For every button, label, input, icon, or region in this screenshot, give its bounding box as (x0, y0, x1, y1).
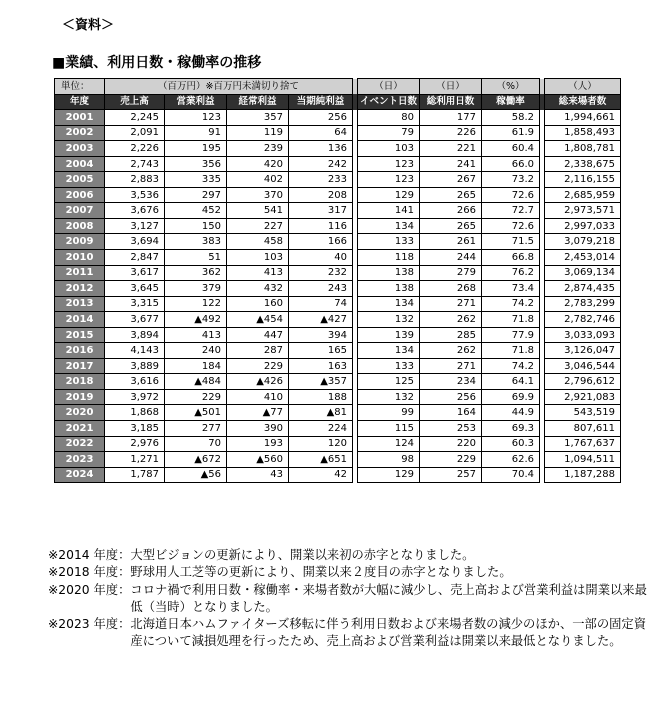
event-days-cell: 141 (358, 203, 420, 219)
event-days-cell: 133 (358, 234, 420, 250)
year-cell: 2013 (55, 296, 105, 312)
footnote-year: ※2018 年度： (48, 565, 131, 580)
visitors-cell: 2,997,033 (545, 218, 621, 234)
visitors-cell: 2,338,675 (545, 156, 621, 172)
unit-row (55, 79, 621, 95)
event-days-cell: 103 (358, 141, 420, 157)
visitors-cell: 3,126,047 (545, 343, 621, 359)
net-profit-cell: 243 (289, 281, 353, 297)
ordinary-profit-cell: 410 (227, 389, 289, 405)
sales-cell: 3,127 (105, 218, 165, 234)
sales-cell: 2,847 (105, 250, 165, 266)
net-profit-cell: ▲427 (289, 312, 353, 328)
table-row (55, 389, 621, 405)
sales-cell: 2,226 (105, 141, 165, 157)
total-days-cell: 220 (420, 436, 482, 452)
footnote-year: ※2020 年度： (48, 582, 131, 597)
ordinary-profit-cell: 413 (227, 265, 289, 281)
visitors-cell: 1,187,288 (545, 467, 621, 483)
sales-cell: 2,883 (105, 172, 165, 188)
ordinary-profit-cell: 193 (227, 436, 289, 452)
year-cell: 2012 (55, 281, 105, 297)
sales-cell: 3,616 (105, 374, 165, 390)
col-header-ordinary-profit: 経常利益 (227, 94, 289, 110)
utilization-cell: 72.6 (482, 218, 540, 234)
ordinary-profit-cell: 541 (227, 203, 289, 219)
unit-label: 単位： (55, 79, 105, 95)
col-header-sales: 売上高 (105, 94, 165, 110)
utilization-cell: 77.9 (482, 327, 540, 343)
utilization-cell: 61.9 (482, 125, 540, 141)
event-days-cell: 98 (358, 452, 420, 468)
utilization-cell: 73.4 (482, 281, 540, 297)
event-days-cell: 138 (358, 265, 420, 281)
year-cell: 2023 (55, 452, 105, 468)
utilization-cell: 73.2 (482, 172, 540, 188)
footnote-text: 大型ビジョンの更新により、開業以来初の赤字となりました。 (130, 548, 475, 562)
total-days-cell: 265 (420, 218, 482, 234)
event-days-cell: 133 (358, 358, 420, 374)
footnote (48, 582, 648, 617)
visitors-cell: 2,796,612 (545, 374, 621, 390)
operating-profit-cell: ▲56 (165, 467, 227, 483)
utilization-cell: 74.2 (482, 358, 540, 374)
operating-profit-cell: 379 (165, 281, 227, 297)
year-cell: 2005 (55, 172, 105, 188)
total-days-cell: 262 (420, 312, 482, 328)
ordinary-profit-cell: ▲426 (227, 374, 289, 390)
year-cell: 2002 (55, 125, 105, 141)
table-row (55, 421, 621, 437)
sales-cell: 4,143 (105, 343, 165, 359)
year-cell: 2001 (55, 110, 105, 126)
sales-cell: 3,889 (105, 358, 165, 374)
visitors-cell: 2,783,299 (545, 296, 621, 312)
utilization-cell: 72.7 (482, 203, 540, 219)
event-days-cell: 132 (358, 389, 420, 405)
utilization-cell: 71.8 (482, 312, 540, 328)
total-days-cell: 164 (420, 405, 482, 421)
visitors-cell: 543,519 (545, 405, 621, 421)
utilization-cell: 71.8 (482, 343, 540, 359)
ordinary-profit-cell: 370 (227, 187, 289, 203)
total-days-cell: 253 (420, 421, 482, 437)
table-row (55, 141, 621, 157)
sales-cell: 3,676 (105, 203, 165, 219)
total-days-cell: 241 (420, 156, 482, 172)
ordinary-profit-cell: 287 (227, 343, 289, 359)
net-profit-cell: 256 (289, 110, 353, 126)
operating-profit-cell: 413 (165, 327, 227, 343)
year-cell: 2015 (55, 327, 105, 343)
operating-profit-cell: 122 (165, 296, 227, 312)
sales-cell: 3,645 (105, 281, 165, 297)
event-days-cell: 134 (358, 296, 420, 312)
table-row (55, 265, 621, 281)
operating-profit-cell: 51 (165, 250, 227, 266)
ordinary-profit-cell: 447 (227, 327, 289, 343)
total-days-cell: 265 (420, 187, 482, 203)
visitors-cell: 2,453,014 (545, 250, 621, 266)
ordinary-profit-cell: 103 (227, 250, 289, 266)
table-row (55, 452, 621, 468)
utilization-cell: 58.2 (482, 110, 540, 126)
event-days-cell: 129 (358, 467, 420, 483)
event-days-cell: 132 (358, 312, 420, 328)
operating-profit-cell: ▲501 (165, 405, 227, 421)
utilization-cell: 66.0 (482, 156, 540, 172)
year-cell: 2020 (55, 405, 105, 421)
ordinary-profit-cell: 432 (227, 281, 289, 297)
net-profit-cell: 165 (289, 343, 353, 359)
total-days-cell: 267 (420, 172, 482, 188)
table-row (55, 281, 621, 297)
ordinary-profit-cell: 227 (227, 218, 289, 234)
unit-money: （百万円）※百万円未満切り捨て (105, 79, 353, 95)
utilization-cell: 44.9 (482, 405, 540, 421)
ordinary-profit-cell: 390 (227, 421, 289, 437)
visitors-cell: 2,782,746 (545, 312, 621, 328)
event-days-cell: 134 (358, 343, 420, 359)
total-days-cell: 256 (420, 389, 482, 405)
year-cell: 2004 (55, 156, 105, 172)
operating-profit-cell: 383 (165, 234, 227, 250)
utilization-cell: 62.6 (482, 452, 540, 468)
year-cell: 2006 (55, 187, 105, 203)
year-cell: 2011 (55, 265, 105, 281)
ordinary-profit-cell: ▲454 (227, 312, 289, 328)
visitors-cell: 3,079,218 (545, 234, 621, 250)
unit-days-total: （日） (420, 79, 482, 95)
year-cell: 2024 (55, 467, 105, 483)
visitors-cell: 3,069,134 (545, 265, 621, 281)
net-profit-cell: 233 (289, 172, 353, 188)
performance-table (54, 78, 621, 483)
year-cell: 2003 (55, 141, 105, 157)
col-header-year: 年度 (55, 94, 105, 110)
col-header-visitors: 総来場者数 (545, 94, 621, 110)
footnote-text: 北海道日本ハムファイターズ移転に伴う利用日数および来場者数の減少のほか、一部の固定資産について減損処理を行ったため、売上高および営業利益は開業以来最低となりました。 (130, 617, 647, 649)
visitors-cell: 1,858,493 (545, 125, 621, 141)
event-days-cell: 124 (358, 436, 420, 452)
year-cell: 2016 (55, 343, 105, 359)
ordinary-profit-cell: 402 (227, 172, 289, 188)
table-row (55, 250, 621, 266)
unit-percent: （%） (482, 79, 540, 95)
footnote (48, 564, 648, 581)
table-row (55, 405, 621, 421)
table-row (55, 125, 621, 141)
net-profit-cell: 42 (289, 467, 353, 483)
sales-cell: 3,185 (105, 421, 165, 437)
utilization-cell: 69.9 (482, 389, 540, 405)
ordinary-profit-cell: 458 (227, 234, 289, 250)
net-profit-cell: 40 (289, 250, 353, 266)
operating-profit-cell: 452 (165, 203, 227, 219)
table-row (55, 343, 621, 359)
sales-cell: 2,743 (105, 156, 165, 172)
net-profit-cell: 208 (289, 187, 353, 203)
visitors-cell: 807,611 (545, 421, 621, 437)
sales-cell: 3,617 (105, 265, 165, 281)
net-profit-cell: 188 (289, 389, 353, 405)
total-days-cell: 177 (420, 110, 482, 126)
utilization-cell: 72.6 (482, 187, 540, 203)
sales-cell: 3,677 (105, 312, 165, 328)
table-row (55, 110, 621, 126)
sales-cell: 3,894 (105, 327, 165, 343)
operating-profit-cell: 240 (165, 343, 227, 359)
ordinary-profit-cell: 43 (227, 467, 289, 483)
year-cell: 2009 (55, 234, 105, 250)
net-profit-cell: 317 (289, 203, 353, 219)
operating-profit-cell: 70 (165, 436, 227, 452)
sales-cell: 2,091 (105, 125, 165, 141)
net-profit-cell: ▲651 (289, 452, 353, 468)
unit-days-event: （日） (358, 79, 420, 95)
operating-profit-cell: 91 (165, 125, 227, 141)
col-header-utilization: 稼働率 (482, 94, 540, 110)
visitors-cell: 2,973,571 (545, 203, 621, 219)
ordinary-profit-cell: 357 (227, 110, 289, 126)
table-row (55, 296, 621, 312)
section-label: ＜資料＞ (62, 18, 115, 33)
table-row (55, 218, 621, 234)
operating-profit-cell: 356 (165, 156, 227, 172)
utilization-cell: 70.4 (482, 467, 540, 483)
sales-cell: 3,694 (105, 234, 165, 250)
net-profit-cell: 166 (289, 234, 353, 250)
operating-profit-cell: 335 (165, 172, 227, 188)
table-row (55, 358, 621, 374)
year-cell: 2021 (55, 421, 105, 437)
operating-profit-cell: 297 (165, 187, 227, 203)
total-days-cell: 271 (420, 358, 482, 374)
sales-cell: 3,536 (105, 187, 165, 203)
sales-cell: 3,315 (105, 296, 165, 312)
table-row (55, 436, 621, 452)
net-profit-cell: 64 (289, 125, 353, 141)
event-days-cell: 129 (358, 187, 420, 203)
operating-profit-cell: 229 (165, 389, 227, 405)
visitors-cell: 2,874,435 (545, 281, 621, 297)
net-profit-cell: 163 (289, 358, 353, 374)
utilization-cell: 69.3 (482, 421, 540, 437)
operating-profit-cell: 184 (165, 358, 227, 374)
operating-profit-cell: 362 (165, 265, 227, 281)
footnotes (48, 547, 648, 651)
visitors-cell: 1,808,781 (545, 141, 621, 157)
table-row (55, 187, 621, 203)
year-cell: 2017 (55, 358, 105, 374)
year-cell: 2008 (55, 218, 105, 234)
utilization-cell: 64.1 (482, 374, 540, 390)
utilization-cell: 66.8 (482, 250, 540, 266)
event-days-cell: 79 (358, 125, 420, 141)
footnote-text: コロナ禍で利用日数・稼働率・来場者数が大幅に減少し、売上高および営業利益は開業以来最低（当時）となりました。 (130, 582, 647, 614)
year-cell: 2014 (55, 312, 105, 328)
net-profit-cell: ▲81 (289, 405, 353, 421)
col-header-event-days: イベント日数 (358, 94, 420, 110)
total-days-cell: 268 (420, 281, 482, 297)
operating-profit-cell: ▲492 (165, 312, 227, 328)
net-profit-cell: ▲357 (289, 374, 353, 390)
net-profit-cell: 74 (289, 296, 353, 312)
total-days-cell: 271 (420, 296, 482, 312)
total-days-cell: 221 (420, 141, 482, 157)
utilization-cell: 76.2 (482, 265, 540, 281)
event-days-cell: 118 (358, 250, 420, 266)
operating-profit-cell: 195 (165, 141, 227, 157)
header-row (55, 94, 621, 110)
ordinary-profit-cell: 160 (227, 296, 289, 312)
total-days-cell: 266 (420, 203, 482, 219)
year-cell: 2018 (55, 374, 105, 390)
operating-profit-cell: 150 (165, 218, 227, 234)
col-header-total-days: 総利用日数 (420, 94, 482, 110)
net-profit-cell: 116 (289, 218, 353, 234)
operating-profit-cell: 123 (165, 110, 227, 126)
year-cell: 2022 (55, 436, 105, 452)
table-row (55, 374, 621, 390)
total-days-cell: 279 (420, 265, 482, 281)
event-days-cell: 139 (358, 327, 420, 343)
col-header-operating-profit: 営業利益 (165, 94, 227, 110)
table-row (55, 156, 621, 172)
footnote (48, 547, 648, 564)
table-row (55, 203, 621, 219)
table-row (55, 467, 621, 483)
unit-people: （人） (545, 79, 621, 95)
net-profit-cell: 224 (289, 421, 353, 437)
sales-cell: 1,868 (105, 405, 165, 421)
sales-cell: 3,972 (105, 389, 165, 405)
net-profit-cell: 120 (289, 436, 353, 452)
ordinary-profit-cell: ▲77 (227, 405, 289, 421)
utilization-cell: 60.4 (482, 141, 540, 157)
visitors-cell: 1,094,511 (545, 452, 621, 468)
net-profit-cell: 136 (289, 141, 353, 157)
col-header-net-profit: 当期純利益 (289, 94, 353, 110)
ordinary-profit-cell: 119 (227, 125, 289, 141)
total-days-cell: 262 (420, 343, 482, 359)
net-profit-cell: 242 (289, 156, 353, 172)
table-row (55, 327, 621, 343)
event-days-cell: 134 (358, 218, 420, 234)
footnote-text: 野球用人工芝等の更新により、開業以来２度目の赤字となりました。 (130, 565, 512, 580)
visitors-cell: 1,994,661 (545, 110, 621, 126)
total-days-cell: 229 (420, 452, 482, 468)
event-days-cell: 80 (358, 110, 420, 126)
sales-cell: 1,787 (105, 467, 165, 483)
ordinary-profit-cell: ▲560 (227, 452, 289, 468)
net-profit-cell: 232 (289, 265, 353, 281)
net-profit-cell: 394 (289, 327, 353, 343)
sales-cell: 2,245 (105, 110, 165, 126)
visitors-cell: 3,033,093 (545, 327, 621, 343)
operating-profit-cell: 277 (165, 421, 227, 437)
year-cell: 2019 (55, 389, 105, 405)
event-days-cell: 115 (358, 421, 420, 437)
utilization-cell: 74.2 (482, 296, 540, 312)
ordinary-profit-cell: 420 (227, 156, 289, 172)
visitors-cell: 2,685,959 (545, 187, 621, 203)
table-row (55, 234, 621, 250)
table-title: ■業績、利用日数・稼働率の推移 (52, 55, 262, 71)
ordinary-profit-cell: 239 (227, 141, 289, 157)
total-days-cell: 226 (420, 125, 482, 141)
total-days-cell: 234 (420, 374, 482, 390)
visitors-cell: 3,046,544 (545, 358, 621, 374)
event-days-cell: 99 (358, 405, 420, 421)
event-days-cell: 125 (358, 374, 420, 390)
total-days-cell: 285 (420, 327, 482, 343)
event-days-cell: 138 (358, 281, 420, 297)
event-days-cell: 123 (358, 172, 420, 188)
year-cell: 2007 (55, 203, 105, 219)
table-row (55, 172, 621, 188)
footnote-year: ※2014 年度： (48, 548, 131, 562)
sales-cell: 1,271 (105, 452, 165, 468)
table-row (55, 312, 621, 328)
footnote-year: ※2023 年度： (48, 617, 131, 632)
visitors-cell: 2,116,155 (545, 172, 621, 188)
ordinary-profit-cell: 229 (227, 358, 289, 374)
total-days-cell: 261 (420, 234, 482, 250)
utilization-cell: 60.3 (482, 436, 540, 452)
total-days-cell: 244 (420, 250, 482, 266)
operating-profit-cell: ▲484 (165, 374, 227, 390)
sales-cell: 2,976 (105, 436, 165, 452)
visitors-cell: 1,767,637 (545, 436, 621, 452)
total-days-cell: 257 (420, 467, 482, 483)
year-cell: 2010 (55, 250, 105, 266)
utilization-cell: 71.5 (482, 234, 540, 250)
visitors-cell: 2,921,083 (545, 389, 621, 405)
event-days-cell: 123 (358, 156, 420, 172)
operating-profit-cell: ▲672 (165, 452, 227, 468)
footnote (48, 616, 648, 651)
